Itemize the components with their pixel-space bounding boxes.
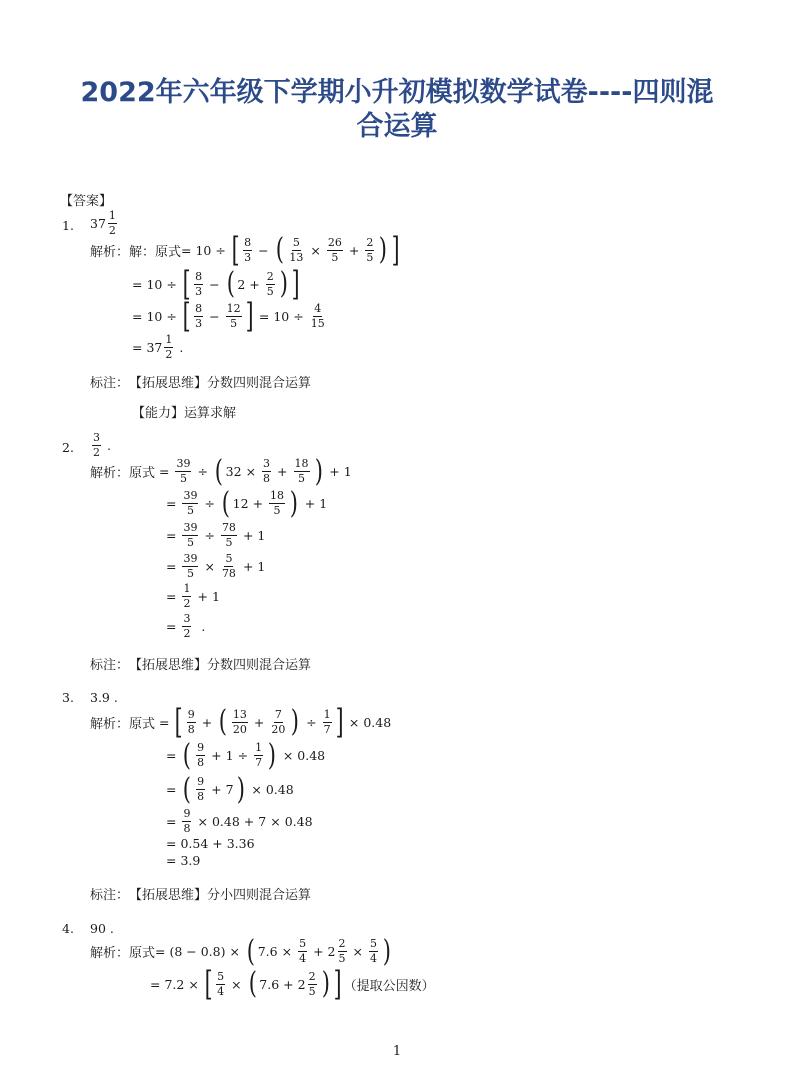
document-title: [60, 76, 734, 144]
q3-step-6: = 3.9: [166, 853, 201, 868]
q2-step-6: = $\frac{3}{2}$ .: [166, 612, 206, 640]
q3-step-1: 解析： 原式 = [ $\frac{9}{8}$ + ( $\frac{13}{20}$ + $\frac{7}{20}$ ) ÷ $\frac{1}{7}$ ] × 0.48: [90, 702, 392, 742]
q3-step-3: = ( $\frac{9}{8}$ + 7 ) × 0.48: [166, 771, 294, 807]
q4-hint: （提取公因数）: [343, 978, 435, 994]
q2-step-5: = $\frac{1}{2}$ + 1: [166, 582, 220, 610]
title-line-1: 2022年六年级下学期小升初模拟数学试卷----四则混: [80, 77, 714, 108]
q2-step-4: = $\frac{39}{5}$ × $\frac{5}{78}$ + 1: [166, 552, 266, 580]
page-number: 1: [392, 1044, 402, 1059]
q3-number: 3.: [62, 690, 74, 705]
q1-answer: 37 $\frac{1}{2}$: [90, 209, 116, 237]
title-line-2: 合运算: [356, 111, 438, 142]
q2-step-2: = $\frac{39}{5}$ ÷ ( 12 + $\frac{18}{5}$ ) + 1: [166, 485, 328, 521]
q2-step-1: 解析： 原式 = $\frac{39}{5}$ ÷ ( 32 × $\frac{3}{8}$ + $\frac{18}{5}$ ) + 1: [90, 453, 352, 489]
q3-step-4: = $\frac{9}{8}$ × 0.48 + 7 × 0.48: [166, 807, 313, 835]
q3-step-5: = 0.54 + 3.36: [166, 836, 255, 851]
q1-step-1: 解析： 解：原式 = 10 ÷ [ $\frac{8}{3}$ − ( $\frac{5}{13}$ × $\frac{26}{5}$ + $\frac{2}{5}$ ) ]: [90, 230, 400, 270]
q4-step-2: = 7.2 × [ $\frac{5}{4}$ × ( 7.6 + 2 $\frac{2}{5}$ ) ] （提取公因数）: [150, 964, 435, 1004]
q2-number: 2.: [62, 440, 74, 455]
q1-step-4: = 37 $\frac{1}{2}$ .: [132, 333, 184, 361]
q2-answer: $\frac{3}{2}$ .: [93, 431, 111, 459]
q4-answer: 90 .: [90, 921, 114, 936]
q1-note: 标注： 【拓展思维】分数四则混合运算: [90, 376, 312, 391]
q4-step-1: 解析： 原式 = (8 − 0.8) × ( 7.6 × $\frac{5}{4}$ + 2 $\frac{2}{5}$ × $\frac{5}{4}$ ): [90, 933, 391, 969]
answer-header: 【答案】: [60, 194, 113, 209]
q1-note-2: 【能力】运算求解: [132, 406, 237, 421]
q1-step-2: = 10 ÷ [ $\frac{8}{3}$ − ( 2 + $\frac{2}{5}$ ) ]: [132, 264, 301, 304]
q3-step-2: = ( $\frac{9}{8}$ + 1 ÷ $\frac{1}{7}$ ) × 0.48: [166, 737, 326, 773]
q2-step-3: = $\frac{39}{5}$ ÷ $\frac{78}{5}$ + 1: [166, 521, 266, 549]
q4-number: 4.: [62, 921, 74, 936]
q1-number: 1.: [62, 218, 74, 233]
q1-step-3: = 10 ÷ [ $\frac{8}{3}$ − $\frac{12}{5}$ ] = 10 ÷ $\frac{4}{15}$: [132, 296, 325, 336]
analysis-label: 解析：: [90, 244, 130, 260]
q3-answer: 3.9 .: [90, 690, 118, 705]
q3-note: 标注： 【拓展思维】分小四则混合运算: [90, 888, 312, 903]
q2-note: 标注： 【拓展思维】分数四则混合运算: [90, 658, 312, 673]
